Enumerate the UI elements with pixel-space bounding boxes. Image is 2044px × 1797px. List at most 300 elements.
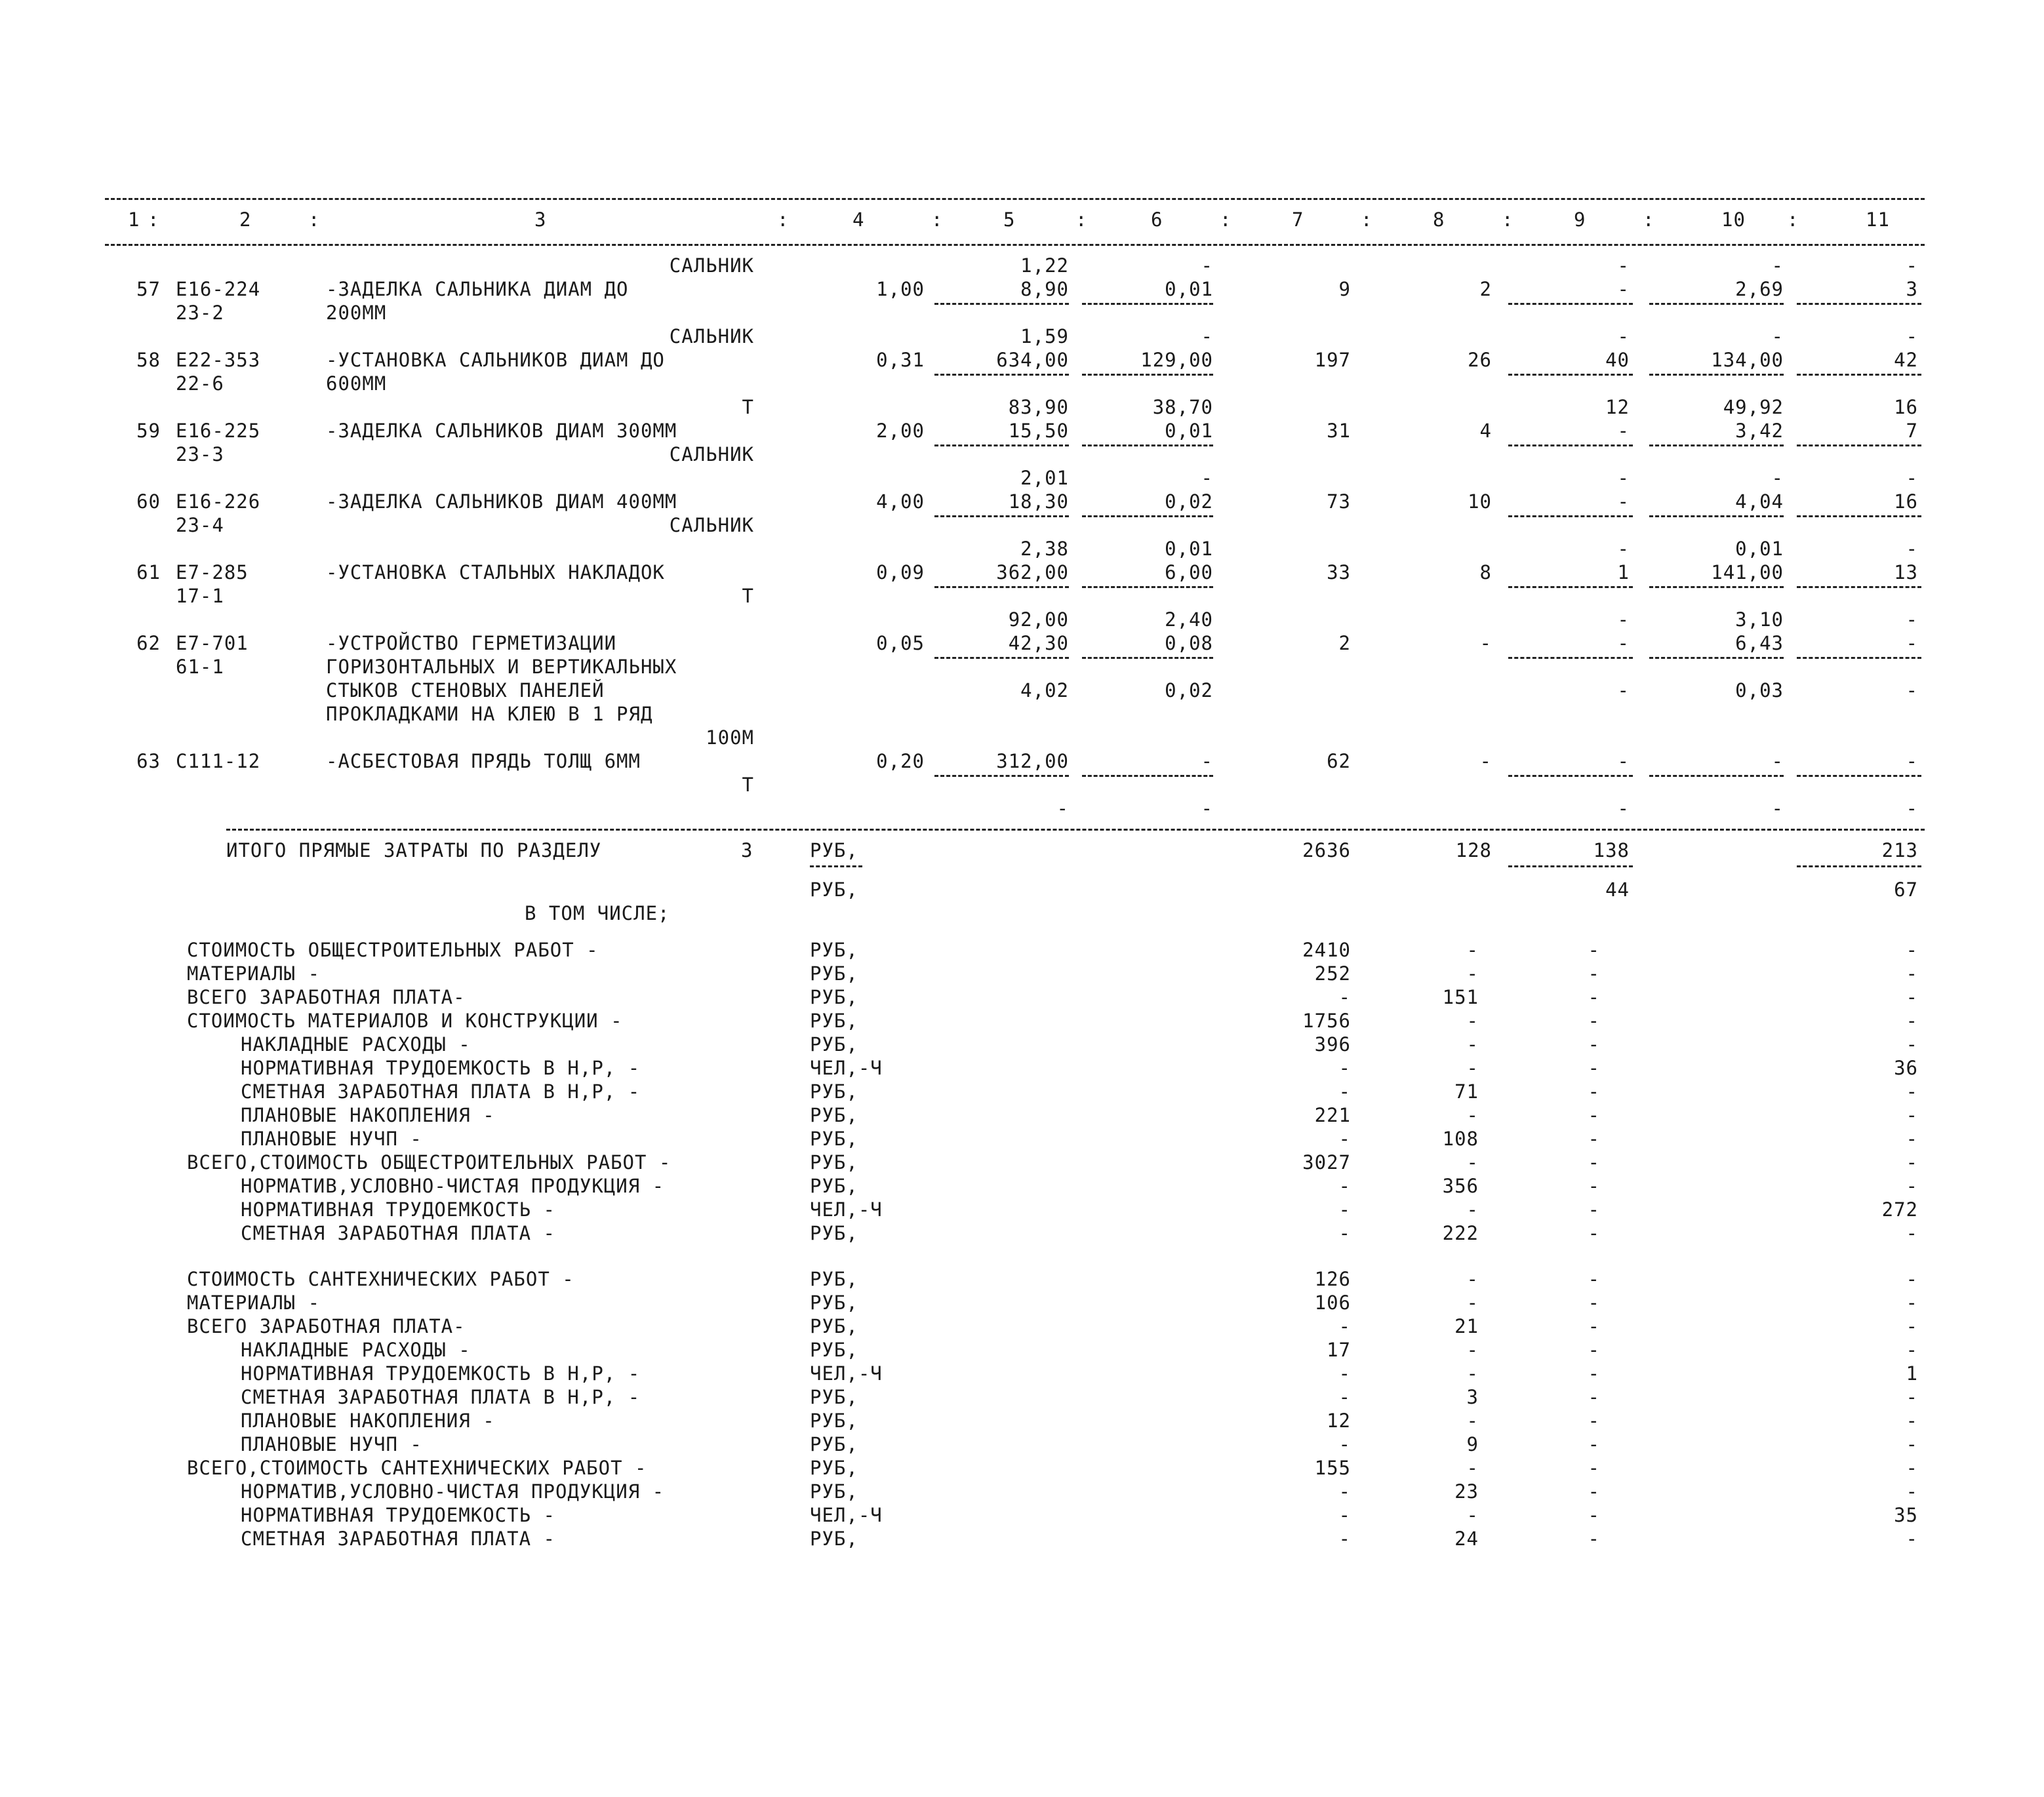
cell-10-sub: 49,92 (1723, 396, 1784, 418)
cell-6: - (1201, 254, 1213, 277)
column-number: 10 (1721, 208, 1746, 231)
cell-c10: 2,69 (1735, 278, 1784, 300)
item-number: 58 (136, 349, 161, 371)
cell-5-sub: - (1056, 797, 1069, 820)
column-number: 2 (239, 208, 252, 231)
item-name: -ЗАДЕЛКА САЛЬНИКОВ ДИАМ 400ММ (326, 490, 677, 513)
cell-c9: 40 (1605, 349, 1630, 371)
cell-10-sub: 0,03 (1735, 679, 1784, 701)
cell-5-sub: 2,38 (1020, 538, 1069, 560)
summary-unit: РУБ, (810, 1457, 858, 1479)
cell-9-sub: - (1617, 679, 1630, 701)
item-quantity: 0,20 (876, 750, 925, 772)
summary-7: - (1338, 1198, 1351, 1221)
summary-11: - (1906, 1315, 1918, 1337)
summary-7: - (1338, 1433, 1351, 1455)
summary-7: - (1338, 1528, 1351, 1550)
cell-6-sub: 0,01 (1165, 538, 1213, 560)
summary-8: - (1466, 1010, 1479, 1032)
summary-9: - (1588, 1198, 1600, 1221)
cell-11-sub: - (1906, 679, 1918, 701)
cell-c11: 3 (1906, 278, 1918, 300)
summary-unit: РУБ, (810, 1410, 858, 1432)
summary-unit: ЧЕЛ,-Ч (810, 1504, 883, 1526)
cell-c9: - (1617, 750, 1630, 772)
summary-9: - (1588, 1175, 1600, 1197)
summary-9: - (1588, 1128, 1600, 1150)
summary-8: 108 (1442, 1128, 1479, 1150)
item-name: -ЗАДЕЛКА САЛЬНИКА ДИАМ ДО (326, 278, 629, 300)
item-code: Е16-226 (176, 490, 261, 513)
summary-7: - (1338, 986, 1351, 1008)
rule-line (1649, 444, 1784, 446)
summary-11: - (1906, 1410, 1918, 1432)
cell-c5: 15,50 (1008, 420, 1069, 442)
cell-11-sub: - (1906, 797, 1918, 820)
item-subcode: 23-4 (176, 514, 224, 536)
column-separator: : (1643, 208, 1655, 231)
item-number: 60 (136, 490, 161, 513)
summary-label: СТОИМОСТЬ САНТЕХНИЧЕСКИХ РАБОТ - (187, 1268, 574, 1290)
column-separator: : (1075, 208, 1088, 231)
summary-7: - (1338, 1362, 1351, 1385)
summary-9: - (1588, 1104, 1600, 1126)
including-label: В ТОМ ЧИСЛЕ; (525, 902, 670, 924)
item-quantity: 4,00 (876, 490, 925, 513)
summary-7: - (1338, 1504, 1351, 1526)
rule-line (1797, 303, 1921, 305)
totals-rule (226, 829, 1925, 831)
table-top-rule (105, 198, 1925, 200)
summary-9: - (1588, 986, 1600, 1008)
rule-line (1082, 775, 1213, 777)
rule-line (1649, 775, 1784, 777)
summary-label: СТОИМОСТЬ ОБЩЕСТРОИТЕЛЬНЫХ РАБОТ - (187, 939, 599, 961)
summary-11: - (1906, 1033, 1918, 1056)
cell-c10: 141,00 (1711, 561, 1784, 583)
summary-label: НОРМАТИВНАЯ ТРУДОЕМКОСТЬ - (241, 1198, 555, 1221)
cell-5-sub: 1,59 (1020, 325, 1069, 347)
summary-7: 126 (1314, 1268, 1351, 1290)
cell-11-sub: - (1906, 325, 1918, 347)
cell-10-sub: - (1771, 325, 1784, 347)
summary-11: - (1906, 1339, 1918, 1361)
summary-8: 151 (1442, 986, 1479, 1008)
rule-line (1082, 444, 1213, 446)
summary-label: СМЕТНАЯ ЗАРАБОТНАЯ ПЛАТА В Н,Р, - (241, 1080, 641, 1103)
column-separator: : (148, 208, 160, 231)
cell-9-sub: - (1617, 538, 1630, 560)
summary-11: - (1906, 939, 1918, 961)
cell-6-sub: - (1201, 325, 1213, 347)
summary-7: 221 (1314, 1104, 1351, 1126)
cell-11: - (1906, 254, 1918, 277)
cell-9-sub: - (1617, 325, 1630, 347)
summary-unit: РУБ, (810, 1386, 858, 1408)
cell-c11: 7 (1906, 420, 1918, 442)
summary-9: - (1588, 1057, 1600, 1079)
summary-9: - (1588, 1362, 1600, 1385)
summary-9: - (1588, 1222, 1600, 1244)
rule-line (934, 374, 1069, 376)
rule-line (1508, 865, 1633, 867)
summary-9: - (1588, 1480, 1600, 1503)
total-11-sub: 67 (1894, 879, 1918, 901)
cell-c8: 2 (1479, 278, 1492, 300)
item-number: 61 (136, 561, 161, 583)
cell-c5: 634,00 (996, 349, 1069, 371)
column-number: 11 (1866, 208, 1890, 231)
summary-9: - (1588, 1010, 1600, 1032)
cell-10-sub: - (1771, 797, 1784, 820)
summary-7: 1756 (1302, 1010, 1351, 1032)
cell-c5: 18,30 (1008, 490, 1069, 513)
item-unit: Т (742, 396, 754, 418)
summary-unit: ЧЕЛ,-Ч (810, 1362, 883, 1385)
cell-10-sub: 3,10 (1735, 608, 1784, 631)
item-name-line: ГОРИЗОНТАЛЬНЫХ И ВЕРТИКАЛЬНЫХ (326, 656, 677, 678)
summary-8: 24 (1454, 1528, 1479, 1550)
rule-line (1649, 586, 1784, 588)
summary-7: 3027 (1302, 1151, 1351, 1174)
cell-c5: 312,00 (996, 750, 1069, 772)
rule-line (1797, 586, 1921, 588)
summary-unit: РУБ, (810, 939, 858, 961)
total-7: 2636 (1302, 839, 1351, 861)
item-subcode: 23-2 (176, 302, 224, 324)
item-name: -УСТРОЙСТВО ГЕРМЕТИЗАЦИИ (326, 632, 617, 654)
summary-label: СМЕТНАЯ ЗАРАБОТНАЯ ПЛАТА В Н,Р, - (241, 1386, 641, 1408)
column-number: 9 (1574, 208, 1586, 231)
column-number: 7 (1292, 208, 1304, 231)
item-number: 63 (136, 750, 161, 772)
item-name: -УСТАНОВКА САЛЬНИКОВ ДИАМ ДО (326, 349, 665, 371)
rule-line (1082, 303, 1213, 305)
summary-11: - (1906, 1386, 1918, 1408)
summary-11: 1 (1906, 1362, 1918, 1385)
summary-11: - (1906, 1080, 1918, 1103)
cell-c7: 62 (1327, 750, 1351, 772)
cell-9-sub: - (1617, 608, 1630, 631)
summary-8: - (1466, 1457, 1479, 1479)
summary-label: НОРМАТИВНАЯ ТРУДОЕМКОСТЬ В Н,Р, - (241, 1057, 641, 1079)
total-9: 138 (1593, 839, 1630, 861)
rule-line (1797, 865, 1921, 867)
rule-line (934, 775, 1069, 777)
summary-8: - (1466, 1339, 1479, 1361)
summary-7: 17 (1327, 1339, 1351, 1361)
rule-line (1797, 775, 1921, 777)
rule-line (1797, 515, 1921, 517)
summary-label: СТОИМОСТЬ МАТЕРИАЛОВ И КОНСТРУКЦИИ - (187, 1010, 623, 1032)
item-unit: САЛЬНИК (669, 254, 754, 277)
column-separator: : (777, 208, 790, 231)
cell-c7: 9 (1338, 278, 1351, 300)
summary-11: - (1906, 1010, 1918, 1032)
summary-unit: РУБ, (810, 1480, 858, 1503)
cell-c9: 1 (1617, 561, 1630, 583)
rule-line (1082, 374, 1213, 376)
summary-9: - (1588, 1315, 1600, 1337)
column-number: 3 (534, 208, 547, 231)
summary-label: НОРМАТИВ,УСЛОВНО-ЧИСТАЯ ПРОДУКЦИЯ - (241, 1480, 665, 1503)
item-name-line: ПРОКЛАДКАМИ НА КЛЕЮ В 1 РЯД (326, 703, 653, 725)
cell-11-sub: - (1906, 608, 1918, 631)
cell-c6: 6,00 (1165, 561, 1213, 583)
summary-unit: РУБ, (810, 1315, 858, 1337)
item-code: Е22-353 (176, 349, 261, 371)
cell-11-sub: - (1906, 538, 1918, 560)
cell-c7: 2 (1338, 632, 1351, 654)
summary-label: ПЛАНОВЫЕ НУЧП - (241, 1128, 422, 1150)
summary-8: 21 (1454, 1315, 1479, 1337)
item-quantity: 0,05 (876, 632, 925, 654)
summary-label: СМЕТНАЯ ЗАРАБОТНАЯ ПЛАТА - (241, 1528, 555, 1550)
item-unit: Т (742, 774, 754, 796)
summary-8: - (1466, 1198, 1479, 1221)
summary-label: СМЕТНАЯ ЗАРАБОТНАЯ ПЛАТА - (241, 1222, 555, 1244)
summary-7: - (1338, 1128, 1351, 1150)
column-number: 4 (852, 208, 865, 231)
item-name-line: СТЫКОВ СТЕНОВЫХ ПАНЕЛЕЙ (326, 679, 605, 701)
summary-unit: РУБ, (810, 1222, 858, 1244)
cell-c7: 73 (1327, 490, 1351, 513)
summary-11: - (1906, 1268, 1918, 1290)
rule-line (1508, 515, 1633, 517)
column-separator: : (1220, 208, 1232, 231)
item-name-line: 600ММ (326, 372, 387, 395)
summary-7: - (1338, 1480, 1351, 1503)
summary-label: НАКЛАДНЫЕ РАСХОДЫ - (241, 1033, 471, 1056)
cell-c10: 134,00 (1711, 349, 1784, 371)
cell-9-sub: - (1617, 467, 1630, 489)
cell-6-sub: 2,40 (1165, 608, 1213, 631)
column-number: 1 (128, 208, 140, 231)
cell-c6: 0,08 (1165, 632, 1213, 654)
cell-5: 1,22 (1020, 254, 1069, 277)
cell-c8: 4 (1479, 420, 1492, 442)
cell-c6: - (1201, 750, 1213, 772)
total-9-sub: 44 (1605, 879, 1630, 901)
cell-c6: 0,01 (1165, 420, 1213, 442)
total-unit: РУБ, (810, 839, 858, 861)
summary-7: - (1338, 1315, 1351, 1337)
cell-5-sub: 83,90 (1008, 396, 1069, 418)
summary-8: - (1466, 1057, 1479, 1079)
summary-9: - (1588, 1151, 1600, 1174)
summary-label: НАКЛАДНЫЕ РАСХОДЫ - (241, 1339, 471, 1361)
summary-11: - (1906, 1433, 1918, 1455)
item-unit: САЛЬНИК (669, 325, 754, 347)
summary-8: - (1466, 1362, 1479, 1385)
summary-8: - (1466, 1268, 1479, 1290)
column-number: 8 (1433, 208, 1445, 231)
rule-line (934, 657, 1069, 659)
summary-7: 396 (1314, 1033, 1351, 1056)
summary-unit: РУБ, (810, 986, 858, 1008)
summary-9: - (1588, 962, 1600, 985)
column-number: 6 (1151, 208, 1163, 231)
summary-8: - (1466, 1410, 1479, 1432)
summary-unit: РУБ, (810, 1268, 858, 1290)
rule-line (810, 865, 862, 867)
column-separator: : (1787, 208, 1799, 231)
item-subcode: 61-1 (176, 656, 224, 678)
summary-8: 356 (1442, 1175, 1479, 1197)
summary-9: - (1588, 1504, 1600, 1526)
summary-7: 252 (1314, 962, 1351, 985)
summary-8: - (1466, 939, 1479, 961)
cell-c8: - (1479, 750, 1492, 772)
column-separator: : (1502, 208, 1514, 231)
cell-5-sub: 2,01 (1020, 467, 1069, 489)
cell-10-sub: 0,01 (1735, 538, 1784, 560)
summary-7: 2410 (1302, 939, 1351, 961)
cell-10: - (1771, 254, 1784, 277)
summary-7: - (1338, 1057, 1351, 1079)
rule-line (1649, 515, 1784, 517)
summary-9: - (1588, 1339, 1600, 1361)
item-name-line: 200ММ (326, 302, 387, 324)
summary-label: ПЛАНОВЫЕ НАКОПЛЕНИЯ - (241, 1410, 495, 1432)
cell-c5: 362,00 (996, 561, 1069, 583)
summary-9: - (1588, 1528, 1600, 1550)
summary-unit: РУБ, (810, 1104, 858, 1126)
summary-11: - (1906, 1151, 1918, 1174)
cell-5-sub: 92,00 (1008, 608, 1069, 631)
item-code: С111-12 (176, 750, 261, 772)
cell-c10: 4,04 (1735, 490, 1784, 513)
summary-9: - (1588, 1457, 1600, 1479)
rule-line (1508, 775, 1633, 777)
summary-unit: РУБ, (810, 962, 858, 985)
rule-line (934, 586, 1069, 588)
cell-9-sub: - (1617, 797, 1630, 820)
summary-unit: РУБ, (810, 1175, 858, 1197)
column-separator: : (1361, 208, 1373, 231)
summary-label: НОРМАТИВНАЯ ТРУДОЕМКОСТЬ - (241, 1504, 555, 1526)
summary-7: 106 (1314, 1292, 1351, 1314)
rule-line (934, 444, 1069, 446)
item-number: 59 (136, 420, 161, 442)
summary-8: - (1466, 1033, 1479, 1056)
summary-label: ВСЕГО,СТОИМОСТЬ САНТЕХНИЧЕСКИХ РАБОТ - (187, 1457, 647, 1479)
rule-line (934, 303, 1069, 305)
summary-label: ВСЕГО,СТОИМОСТЬ ОБЩЕСТРОИТЕЛЬНЫХ РАБОТ - (187, 1151, 671, 1174)
summary-unit: ЧЕЛ,-Ч (810, 1057, 883, 1079)
summary-unit: РУБ, (810, 1128, 858, 1150)
summary-11: - (1906, 1457, 1918, 1479)
cell-c7: 33 (1327, 561, 1351, 583)
cell-c11: 16 (1894, 490, 1918, 513)
rule-line (1082, 586, 1213, 588)
summary-7: - (1338, 1222, 1351, 1244)
column-separator: : (931, 208, 944, 231)
cell-c10: 3,42 (1735, 420, 1784, 442)
rule-line (1508, 657, 1633, 659)
cell-9: - (1617, 254, 1630, 277)
item-name: -ЗАДЕЛКА САЛЬНИКОВ ДИАМ 300ММ (326, 420, 677, 442)
cell-c8: 26 (1468, 349, 1492, 371)
summary-unit: РУБ, (810, 1528, 858, 1550)
cell-c9: - (1617, 278, 1630, 300)
summary-11: 36 (1894, 1057, 1918, 1079)
item-number: 57 (136, 278, 161, 300)
cell-c10: 6,43 (1735, 632, 1784, 654)
item-code: Е7-285 (176, 561, 249, 583)
summary-9: - (1588, 1433, 1600, 1455)
summary-unit: ЧЕЛ,-Ч (810, 1198, 883, 1221)
summary-unit: РУБ, (810, 1151, 858, 1174)
summary-7: - (1338, 1175, 1351, 1197)
summary-9: - (1588, 1033, 1600, 1056)
rule-line (1649, 374, 1784, 376)
summary-label: НОРМАТИВНАЯ ТРУДОЕМКОСТЬ В Н,Р, - (241, 1362, 641, 1385)
summary-9: - (1588, 1292, 1600, 1314)
column-separator: : (308, 208, 321, 231)
summary-label: ВСЕГО ЗАРАБОТНАЯ ПЛАТА- (187, 986, 466, 1008)
summary-11: - (1906, 962, 1918, 985)
total-8: 128 (1455, 839, 1492, 861)
summary-11: - (1906, 1222, 1918, 1244)
summary-11: - (1906, 1175, 1918, 1197)
cell-c9: - (1617, 632, 1630, 654)
summary-unit: РУБ, (810, 1080, 858, 1103)
rule-line (1508, 444, 1633, 446)
cell-c6: 0,02 (1165, 490, 1213, 513)
rule-line (1797, 657, 1921, 659)
total-unit-2: РУБ, (810, 879, 858, 901)
item-unit: Т (742, 585, 754, 607)
summary-unit: РУБ, (810, 1433, 858, 1455)
summary-9: - (1588, 939, 1600, 961)
cell-c11: 13 (1894, 561, 1918, 583)
cell-c6: 0,01 (1165, 278, 1213, 300)
item-subcode: 23-3 (176, 443, 224, 465)
summary-unit: РУБ, (810, 1033, 858, 1056)
summary-9: - (1588, 1386, 1600, 1408)
summary-11: 272 (1881, 1198, 1918, 1221)
summary-unit: РУБ, (810, 1339, 858, 1361)
item-name: -АСБЕСТОВАЯ ПРЯДЬ ТОЛЩ 6ММ (326, 750, 641, 772)
item-unit: 100М (706, 726, 754, 749)
item-subcode: 17-1 (176, 585, 224, 607)
cell-10-sub: - (1771, 467, 1784, 489)
summary-8: 23 (1454, 1480, 1479, 1503)
summary-unit: РУБ, (810, 1010, 858, 1032)
summary-11: - (1906, 1480, 1918, 1503)
item-code: Е16-224 (176, 278, 261, 300)
rule-line (1797, 444, 1921, 446)
cell-c8: - (1479, 632, 1492, 654)
item-quantity: 0,09 (876, 561, 925, 583)
cell-6-sub: 0,02 (1165, 679, 1213, 701)
item-quantity: 1,00 (876, 278, 925, 300)
summary-8: 222 (1442, 1222, 1479, 1244)
item-unit: САЛЬНИК (669, 443, 754, 465)
rule-line (1649, 657, 1784, 659)
cell-c11: - (1906, 750, 1918, 772)
summary-8: - (1466, 1504, 1479, 1526)
summary-8: - (1466, 962, 1479, 985)
cell-5-sub: 4,02 (1020, 679, 1069, 701)
summary-11: - (1906, 1528, 1918, 1550)
summary-label: ВСЕГО ЗАРАБОТНАЯ ПЛАТА- (187, 1315, 466, 1337)
summary-9: - (1588, 1410, 1600, 1432)
total-section: 3 (741, 839, 753, 861)
cell-c10: - (1771, 750, 1784, 772)
rule-line (1649, 303, 1784, 305)
